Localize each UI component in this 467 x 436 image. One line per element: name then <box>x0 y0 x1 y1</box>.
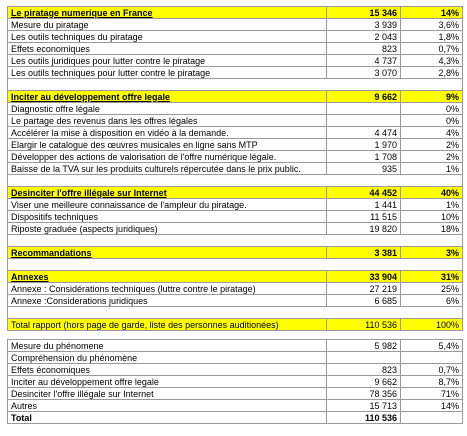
row-percent: 0% <box>401 115 463 127</box>
row-percent: 71% <box>401 388 463 400</box>
table-row <box>8 259 463 271</box>
table-row <box>8 163 463 175</box>
row-percent: 40% <box>401 187 463 199</box>
row-label: Desinciter l'offre illégale sur Internet <box>8 187 327 199</box>
table-row <box>8 283 463 295</box>
row-value: 3 939 <box>327 19 401 31</box>
row-value <box>327 352 401 364</box>
row-label: Recommandations <box>8 247 327 259</box>
row-label: Diagnostic offre légale <box>8 103 327 115</box>
row-percent: 4% <box>401 127 463 139</box>
section-row <box>8 187 463 199</box>
row-label: Le partage des revenus dans les offres légales <box>8 115 327 127</box>
table-row <box>8 364 463 376</box>
row-label: Les outils techniques pour lutter contre le piratage <box>8 67 327 79</box>
table-row <box>8 211 463 223</box>
table-row <box>8 388 463 400</box>
table-row <box>8 55 463 67</box>
row-percent: 31% <box>401 271 463 283</box>
table-row <box>8 103 463 115</box>
row-percent: 2% <box>401 151 463 163</box>
row-percent: 18% <box>401 223 463 235</box>
table-row <box>8 376 463 388</box>
row-percent: 4,3% <box>401 55 463 67</box>
row-label: Mesure du piratage <box>8 19 327 31</box>
row-label: Les outils juridiques pour lutter contre le piratage <box>8 55 327 67</box>
row-value <box>327 115 401 127</box>
table-row <box>8 151 463 163</box>
row-label: Le piratage numerique en France <box>8 7 327 19</box>
row-label: Annexe : Considérations techniques (luttre contre le piratage) <box>8 283 327 295</box>
table-row <box>8 412 463 424</box>
row-percent: 3% <box>401 247 463 259</box>
row-percent <box>401 259 463 271</box>
table-row <box>8 43 463 55</box>
spreadsheet <box>7 6 462 424</box>
row-label: Viser une meilleure connaissance de l'ampleur du piratage. <box>8 199 327 211</box>
row-value: 3 381 <box>327 247 401 259</box>
table-row <box>8 400 463 412</box>
row-value: 11 515 <box>327 211 401 223</box>
row-value: 9 662 <box>327 91 401 103</box>
row-label: Mesure du phénomene <box>8 340 327 352</box>
table-row <box>8 235 463 247</box>
row-value: 935 <box>327 163 401 175</box>
row-percent: 2,8% <box>401 67 463 79</box>
row-percent: 6% <box>401 295 463 307</box>
row-value: 15 713 <box>327 400 401 412</box>
row-label: Effets economiques <box>8 43 327 55</box>
row-label: Inciter au développement offre legale <box>8 376 327 388</box>
row-percent <box>401 79 463 91</box>
table-row <box>8 115 463 127</box>
row-percent: 100% <box>401 319 463 331</box>
row-label <box>8 307 327 319</box>
row-percent <box>401 352 463 364</box>
row-percent: 1% <box>401 163 463 175</box>
row-value: 6 685 <box>327 295 401 307</box>
section-row <box>8 7 463 19</box>
row-percent: 1,8% <box>401 31 463 43</box>
summary-table <box>7 339 463 424</box>
row-value <box>327 307 401 319</box>
row-label <box>8 175 327 187</box>
row-value <box>327 235 401 247</box>
summary-table-body <box>8 340 463 424</box>
row-label: Compréhension du phénomène <box>8 352 327 364</box>
row-label <box>8 259 327 271</box>
row-label: Elargir le catalogue des œuvres musicales en ligne sans MTP <box>8 139 327 151</box>
row-label: Autres <box>8 400 327 412</box>
row-label: Total <box>8 412 327 424</box>
table-row <box>8 175 463 187</box>
row-percent: 9% <box>401 91 463 103</box>
row-percent: 1% <box>401 199 463 211</box>
row-percent: 25% <box>401 283 463 295</box>
row-percent <box>401 412 463 424</box>
main-table <box>7 6 463 331</box>
row-percent <box>401 175 463 187</box>
table-row <box>8 79 463 91</box>
table-row <box>8 199 463 211</box>
row-value: 78 356 <box>327 388 401 400</box>
row-value: 5 982 <box>327 340 401 352</box>
row-value: 3 070 <box>327 67 401 79</box>
row-percent <box>401 307 463 319</box>
row-percent: 0% <box>401 103 463 115</box>
table-row <box>8 19 463 31</box>
row-label: Riposte graduée (aspects juridiques) <box>8 223 327 235</box>
row-value: 110 536 <box>327 319 401 331</box>
section-row <box>8 271 463 283</box>
table-row <box>8 31 463 43</box>
row-value: 27 219 <box>327 283 401 295</box>
row-value <box>327 175 401 187</box>
table-row <box>8 67 463 79</box>
row-value: 1 970 <box>327 139 401 151</box>
table-row <box>8 307 463 319</box>
row-percent: 8,7% <box>401 376 463 388</box>
row-value: 9 662 <box>327 376 401 388</box>
main-table-body <box>8 7 463 331</box>
row-label: Annexe :Considerations juridiques <box>8 295 327 307</box>
row-label: Dispositifs techniques <box>8 211 327 223</box>
row-label: Inciter au développement offre legale <box>8 91 327 103</box>
row-value <box>327 79 401 91</box>
table-row <box>8 223 463 235</box>
row-value <box>327 103 401 115</box>
row-percent: 14% <box>401 400 463 412</box>
row-value: 2 043 <box>327 31 401 43</box>
row-value: 4 737 <box>327 55 401 67</box>
row-label <box>8 79 327 91</box>
row-value: 15 346 <box>327 7 401 19</box>
row-label: Les outils techniques du piratage <box>8 31 327 43</box>
row-percent: 10% <box>401 211 463 223</box>
row-value: 19 820 <box>327 223 401 235</box>
row-value: 33 904 <box>327 271 401 283</box>
row-percent: 2% <box>401 139 463 151</box>
row-value: 823 <box>327 43 401 55</box>
row-value: 110 536 <box>327 412 401 424</box>
row-percent: 3,6% <box>401 19 463 31</box>
table-row <box>8 127 463 139</box>
row-label <box>8 235 327 247</box>
table-row <box>8 139 463 151</box>
table-row <box>8 352 463 364</box>
table-row <box>8 295 463 307</box>
row-percent: 0,7% <box>401 364 463 376</box>
row-label: Développer des actions de valorisation de l'offre numérique légale. <box>8 151 327 163</box>
section-row <box>8 91 463 103</box>
row-label: Baisse de la TVA sur les produits culturels répercutée dans le prix public. <box>8 163 327 175</box>
row-label: Desinciter l'offre illégale sur Internet <box>8 388 327 400</box>
row-value: 1 441 <box>327 199 401 211</box>
row-value: 823 <box>327 364 401 376</box>
row-label: Accélérer la mise à disposition en vidéo à la demande. <box>8 127 327 139</box>
row-value <box>327 259 401 271</box>
section-row <box>8 247 463 259</box>
row-value: 4 474 <box>327 127 401 139</box>
row-percent: 0,7% <box>401 43 463 55</box>
row-percent: 14% <box>401 7 463 19</box>
row-value: 44 452 <box>327 187 401 199</box>
row-label: Effets économiques <box>8 364 327 376</box>
row-value: 1 708 <box>327 151 401 163</box>
table-row <box>8 340 463 352</box>
row-percent: 5,4% <box>401 340 463 352</box>
row-label: Annexes <box>8 271 327 283</box>
total-row <box>8 319 463 331</box>
table-gap <box>7 331 462 339</box>
row-label: Total rapport (hors page de garde, liste des personnes auditionées) <box>8 319 327 331</box>
row-percent <box>401 235 463 247</box>
